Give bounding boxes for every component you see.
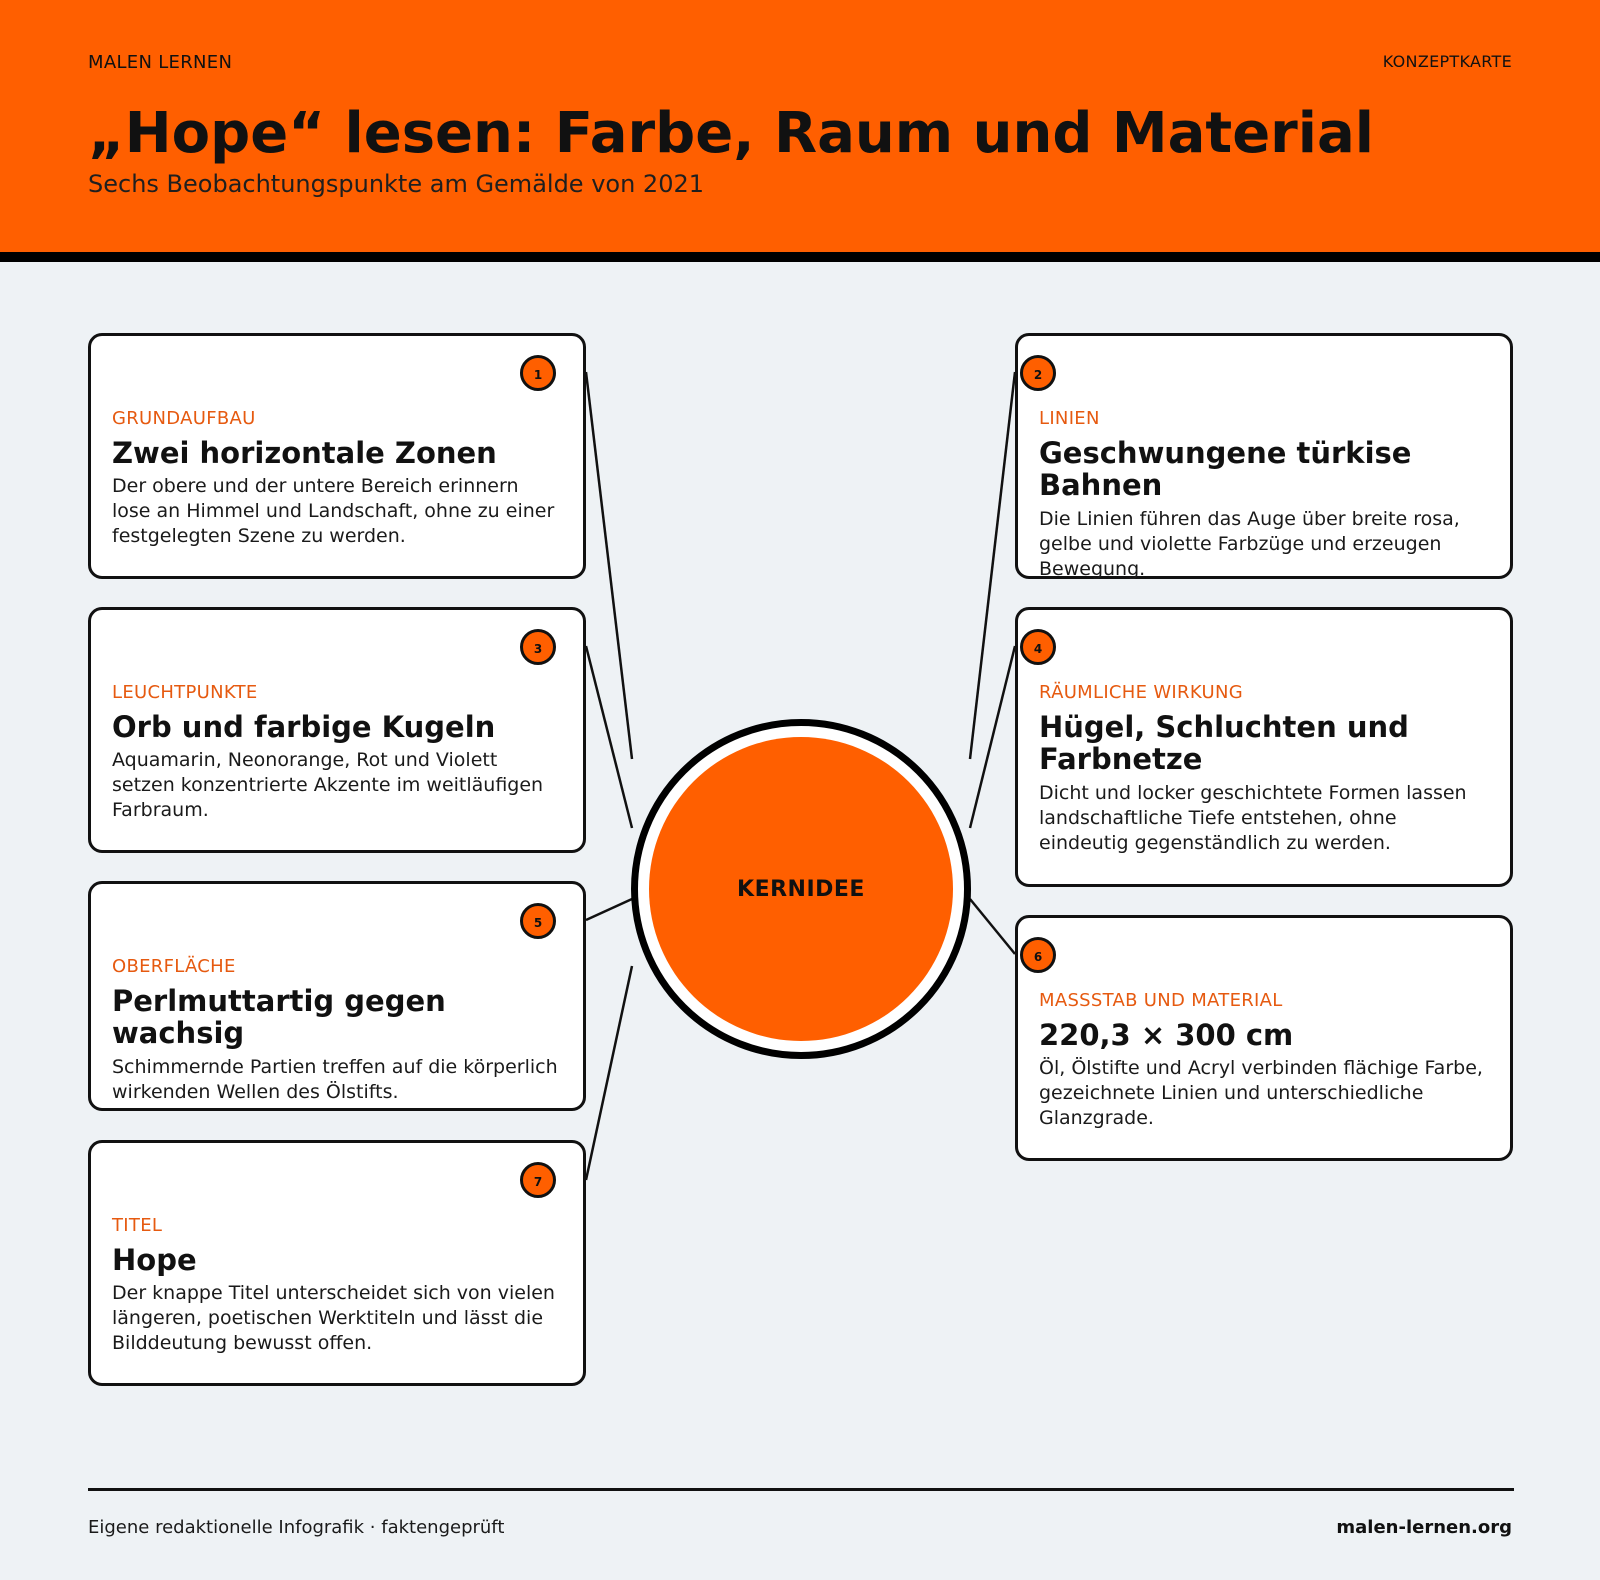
connector-7 xyxy=(586,966,632,1180)
card-description: Aquamarin, Neonorange, Rot und Violett setzen konzentrierte Akzente im weitläufigen Farbraum. xyxy=(112,749,544,822)
footer-site-link[interactable]: malen-lernen.org xyxy=(1336,1517,1512,1538)
card-category: MASSSTAB UND MATERIAL xyxy=(1039,990,1283,1011)
card-description: Dicht und locker geschichtete Formen lassen landschaftliche Tiefe entstehen, ohne eindeutig gegenständlich zu werden. xyxy=(1039,781,1467,854)
card-category: GRUNDAUFBAU xyxy=(112,408,256,429)
card-title: Hügel, Schluchten und Farbnetze xyxy=(1039,709,1409,777)
footer-credit: Eigene redaktionelle Infografik · faktengeprüft xyxy=(88,1517,505,1538)
concept-card-1 xyxy=(88,333,586,579)
card-title: 220,3 × 300 cm xyxy=(1039,1017,1294,1052)
document-kind-label: KONZEPTKARTE xyxy=(1382,52,1512,71)
concept-card-6 xyxy=(1015,915,1513,1161)
concept-card-4 xyxy=(1015,607,1513,887)
card-description: Der knappe Titel unterscheidet sich von vielen längeren, poetischen Werktiteln und lässt die Bilddeutung bewusst offen. xyxy=(112,1282,555,1355)
card-description: Die Linien führen das Auge über breite rosa, gelbe und violette Farbzüge und erzeugen Bewegung. xyxy=(1039,507,1460,580)
page-subtitle: Sechs Beobachtungspunkte am Gemälde von 2021 xyxy=(88,170,704,198)
card-number-badge: 1 xyxy=(520,355,556,391)
connector-3 xyxy=(586,646,632,828)
concept-card-7 xyxy=(88,1140,586,1386)
card-category: LINIEN xyxy=(1039,408,1100,429)
card-description: Der obere und der untere Bereich erinnern lose an Himmel und Landschaft, ohne zu einer festgelegten Szene zu werden. xyxy=(112,475,555,548)
card-number-badge: 5 xyxy=(520,903,556,939)
connector-5 xyxy=(586,899,632,920)
card-number-badge: 7 xyxy=(520,1162,556,1198)
card-number-badge: 4 xyxy=(1020,629,1056,665)
concept-card-5 xyxy=(88,881,586,1111)
card-title: Geschwungene türkise Bahnen xyxy=(1039,435,1412,503)
card-title: Perlmuttartig gegen wachsig xyxy=(112,983,446,1051)
core-idea-label: KERNIDEE xyxy=(737,876,865,902)
card-description: Öl, Ölstifte und Acryl verbinden flächige Farbe, gezeichnete Linien und unterschiedliche Glanzgrade. xyxy=(1039,1057,1483,1130)
footer-divider xyxy=(88,1488,1514,1491)
core-idea-circle xyxy=(631,719,971,1059)
brand-label: MALEN LERNEN xyxy=(88,52,233,73)
card-number-badge: 6 xyxy=(1020,937,1056,973)
card-title: Hope xyxy=(112,1242,197,1277)
card-category: RÄUMLICHE WIRKUNG xyxy=(1039,682,1243,703)
connector-2 xyxy=(970,372,1015,759)
page-title: „Hope“ lesen: Farbe, Raum und Material xyxy=(88,101,1374,166)
card-number-badge: 2 xyxy=(1020,355,1056,391)
concept-card-2 xyxy=(1015,333,1513,579)
connector-6 xyxy=(970,899,1015,954)
concept-card-3 xyxy=(88,607,586,853)
core-idea-fill xyxy=(649,737,953,1041)
connector-4 xyxy=(970,646,1015,828)
connector-1 xyxy=(586,372,632,759)
card-category: LEUCHTPUNKTE xyxy=(112,682,258,703)
card-number-badge: 3 xyxy=(520,629,556,665)
card-category: TITEL xyxy=(112,1215,163,1236)
card-description: Schimmernde Partien treffen auf die körperlich wirkenden Wellen des Ölstifts. xyxy=(112,1055,558,1103)
card-title: Zwei horizontale Zonen xyxy=(112,435,497,470)
card-category: OBERFLÄCHE xyxy=(112,956,236,977)
card-title: Orb und farbige Kugeln xyxy=(112,709,496,744)
header-banner xyxy=(0,0,1600,262)
